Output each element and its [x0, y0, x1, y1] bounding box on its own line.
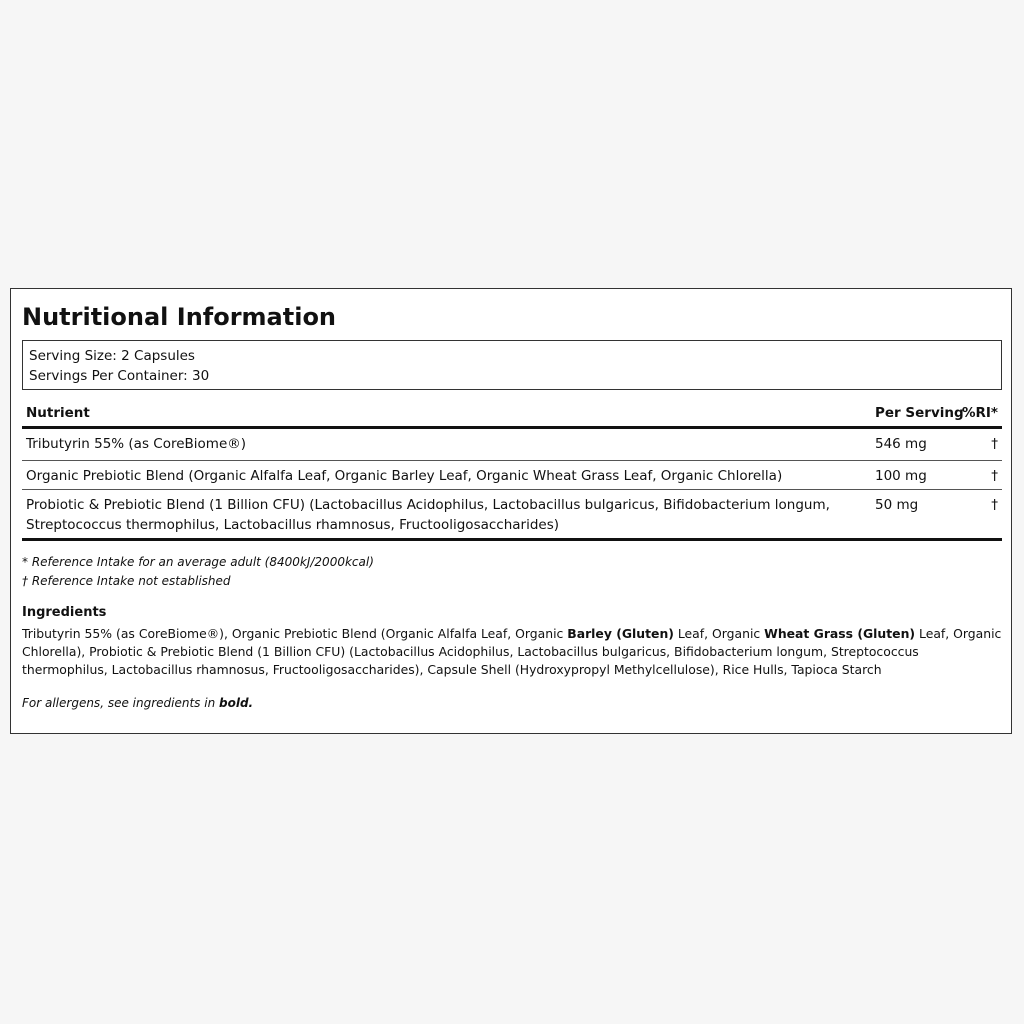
table-row: [22, 429, 1002, 461]
allergen-note: [22, 693, 253, 713]
ri-footnote: * Reference Intake for an average adult (8400kJ/2000kcal): [22, 555, 374, 569]
header-per-serving: Per Serving: [875, 405, 964, 421]
header-nutrient: Nutrient: [26, 405, 90, 421]
allergen-note-text: For allergens, see ingredients in: [22, 696, 219, 710]
dagger-footnote: † Reference Intake not established: [22, 574, 231, 588]
ingredients-part-3: Leaf, Organic Chlorella), Probiotic & Prebiotic Blend (1 Billion CFU) (Lactobacillus Acidophilus, Lactobacillus bulgaricus, Bifidobacterium longum, Streptococcus thermophilus, Lactobacillus rhamnosus, Fructooligosaccharides), Capsule Shell (Hydroxypropyl Methylcellulose), Rice Hulls, Tapioca Starch: [22, 626, 1002, 677]
nutrient-ri: †: [991, 436, 998, 452]
table-header: [22, 400, 1002, 429]
nutrient-amount: 50 mg: [875, 497, 919, 513]
ingredients-heading: Ingredients: [22, 605, 107, 620]
nutrient-ri: †: [991, 468, 998, 484]
allergen-wheat-grass: Wheat Grass (Gluten): [764, 626, 916, 641]
nutrient-name: Tributyrin 55% (as CoreBiome®): [26, 436, 247, 452]
nutrient-ri: †: [991, 497, 998, 513]
servings-per-container: Servings Per Container: 30: [29, 368, 210, 384]
header-ri: %RI*: [961, 405, 998, 421]
nutrition-panel: [10, 288, 1012, 734]
ingredients-part-2: Leaf, Organic: [673, 626, 765, 641]
ingredients-part-1: Tributyrin 55% (as CoreBiome®), Organic Prebiotic Blend (Organic Alfalfa Leaf, Organic: [22, 626, 568, 641]
table-row: [22, 461, 1002, 490]
ingredients-text: [22, 625, 1004, 679]
nutrient-name: Organic Prebiotic Blend (Organic Alfalfa Leaf, Organic Barley Leaf, Organic Wheat Grass Leaf, Organic Chlorella): [26, 468, 783, 484]
panel-title: Nutritional Information: [22, 303, 337, 331]
nutrient-amount: 546 mg: [875, 436, 927, 452]
allergen-barley: Barley (Gluten): [567, 626, 674, 641]
table-row: [22, 490, 1002, 541]
nutrient-name: Probiotic & Prebiotic Blend (1 Billion CFU) (Lactobacillus Acidophilus, Lactobacillus bulgaricus, Bifidobacterium longum, Streptococcus thermophilus, Lactobacillus rhamnosus, Fructooligosaccharides): [26, 497, 830, 533]
nutrient-amount: 100 mg: [875, 468, 927, 484]
serving-info-box: [22, 340, 1002, 390]
allergen-note-bold: bold.: [219, 696, 254, 710]
nutrient-table: [22, 400, 1002, 541]
serving-size: Serving Size: 2 Capsules: [29, 348, 195, 364]
footnotes: [22, 553, 374, 591]
